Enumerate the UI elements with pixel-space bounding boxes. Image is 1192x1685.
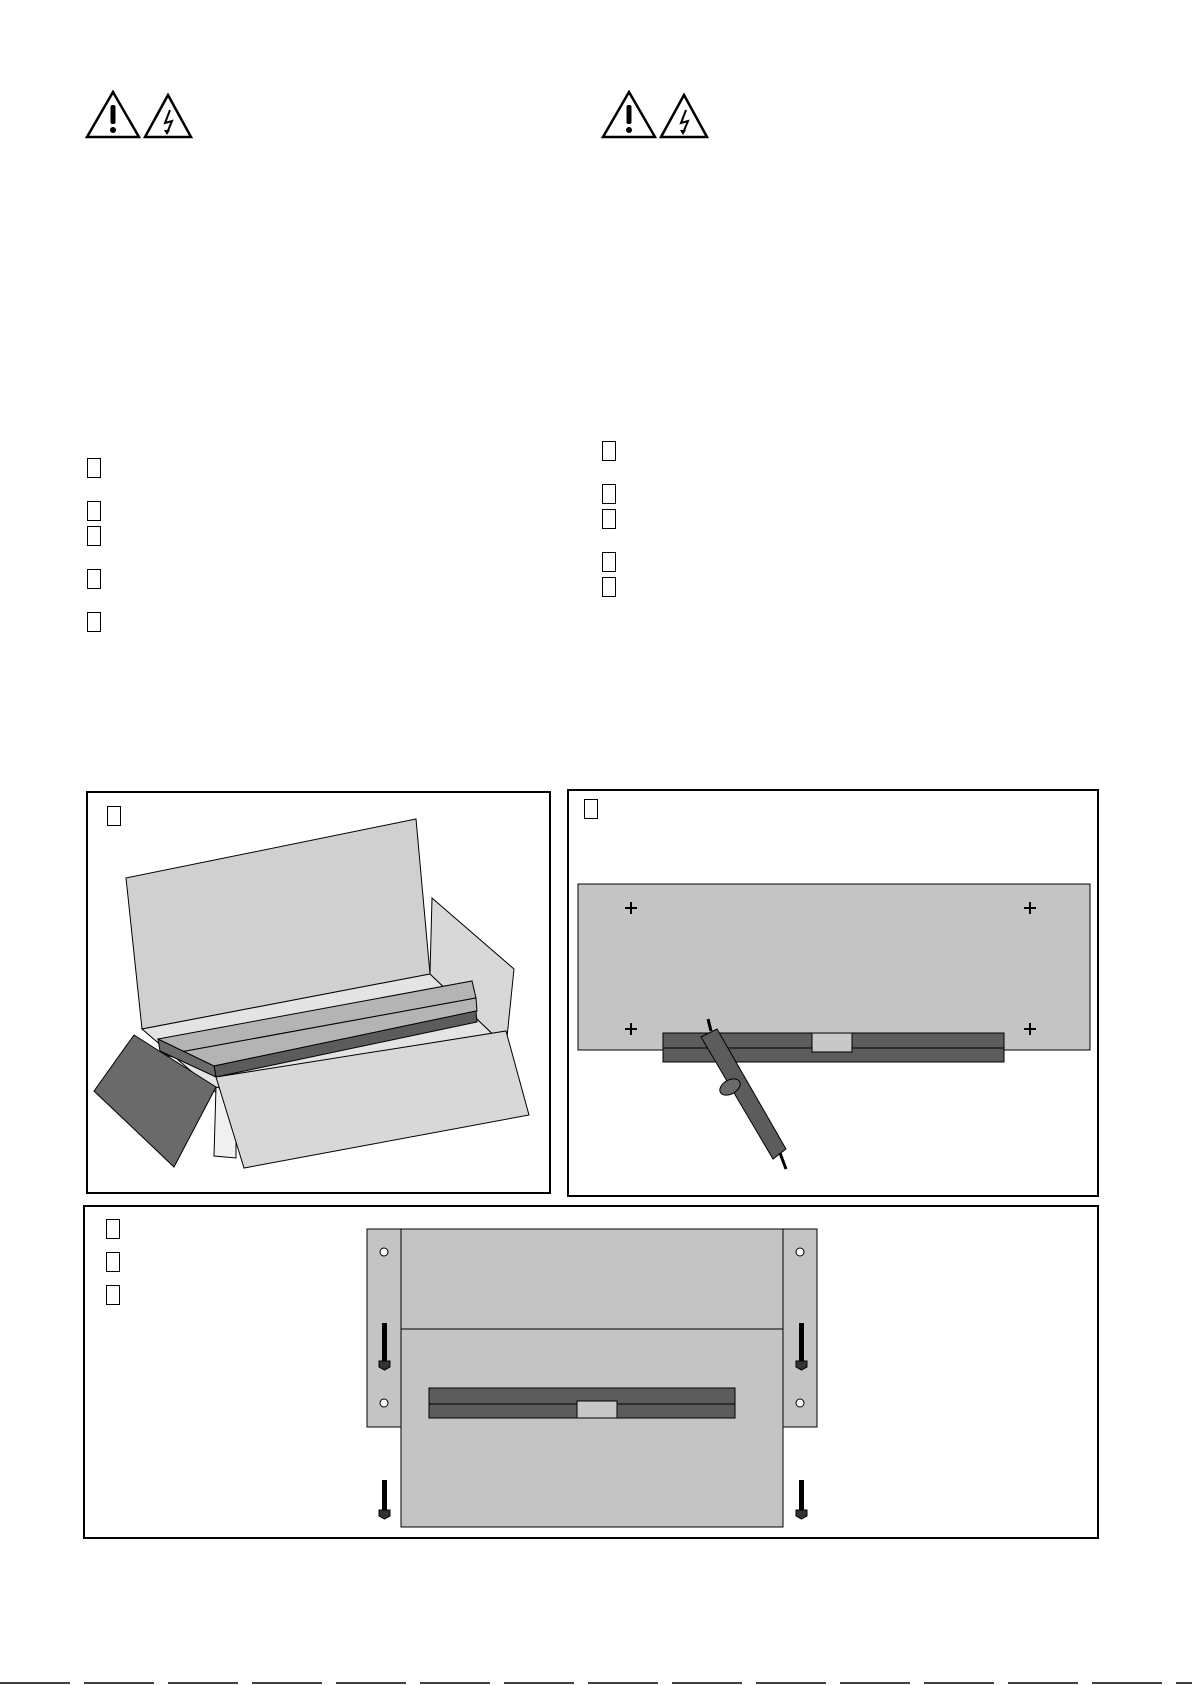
warning-icons-left — [86, 90, 196, 140]
page-bottom-edge — [0, 1680, 1192, 1685]
list-glyph-7 — [602, 484, 616, 504]
screw-icon — [796, 1480, 807, 1519]
list-glyph-6 — [602, 441, 616, 461]
list-glyph-8 — [602, 509, 616, 529]
warning-exclamation-icon — [603, 92, 655, 137]
mounting-illustration — [83, 1205, 1099, 1539]
warning-exclamation-icon — [87, 92, 139, 137]
wall-marking-figure — [567, 789, 1099, 1197]
list-glyph-5 — [87, 612, 101, 632]
list-glyph-1 — [87, 458, 101, 478]
list-glyph-9 — [602, 552, 616, 572]
list-glyph-4 — [87, 569, 101, 589]
list-glyph-2 — [87, 501, 101, 521]
unpacking-figure — [86, 791, 551, 1194]
high-voltage-icon — [145, 95, 191, 137]
warning-icons-right — [602, 90, 712, 140]
mounting-figure — [83, 1205, 1099, 1539]
list-glyph-10 — [602, 577, 616, 597]
wall-marking-illustration — [567, 789, 1099, 1197]
high-voltage-icon — [661, 95, 707, 137]
box-illustration — [86, 791, 551, 1194]
screw-icon — [379, 1480, 390, 1519]
list-glyph-3 — [87, 526, 101, 546]
